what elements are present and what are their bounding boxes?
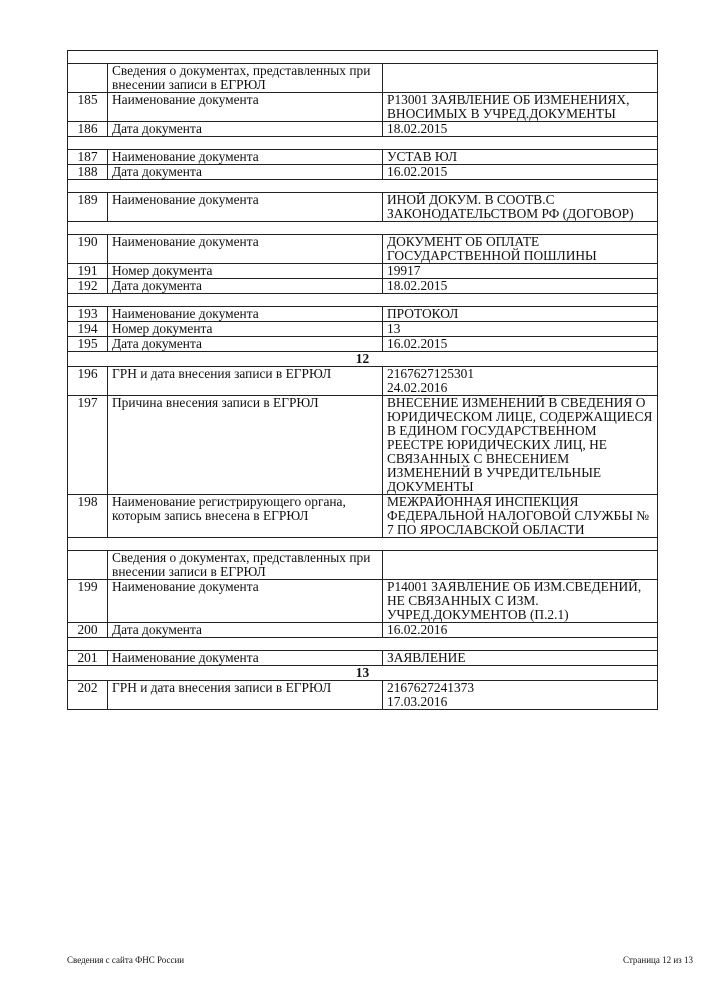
table-row [68,279,658,294]
spacer-cell [68,538,658,551]
table-row [68,681,658,710]
field-value: 16.02.2016 [383,623,658,638]
field-label: Дата документа [108,337,383,352]
field-value: МЕЖРАЙОННАЯ ИНСПЕКЦИЯ ФЕДЕРАЛЬНОЙ НАЛОГОВОЙ СЛУЖБЫ № 7 ПО ЯРОСЛАВСКОЙ ОБЛАСТИ [383,495,658,538]
row-number: 199 [68,580,108,623]
field-label: Номер документа [108,322,383,337]
spacer-cell [68,294,658,307]
spacer-row [68,137,658,150]
field-label: Наименование документа [108,150,383,165]
field-label: Дата документа [108,165,383,180]
row-number: 186 [68,122,108,137]
field-value: ПРОТОКОЛ [383,307,658,322]
field-value: 13 [383,322,658,337]
table-row [68,651,658,666]
spacer-cell [68,638,658,651]
row-number: 194 [68,322,108,337]
field-value: 2167627241373 17.03.2016 [383,681,658,710]
table-row [68,307,658,322]
egrul-records-body [68,51,658,710]
spacer-row [68,294,658,307]
field-label: Наименование регистрирующего органа, которым запись внесена в ЕГРЮЛ [108,495,383,538]
table-row [68,580,658,623]
field-label: Наименование документа [108,93,383,122]
field-value: 16.02.2015 [383,337,658,352]
table-row [68,495,658,538]
table-row [68,396,658,495]
egrul-records-table [67,50,658,710]
field-label: Дата документа [108,623,383,638]
field-label: Наименование документа [108,651,383,666]
row-number: 197 [68,396,108,495]
field-label: Номер документа [108,264,383,279]
documents-header-row [68,64,658,93]
field-label: Причина внесения записи в ЕГРЮЛ [108,396,383,495]
section-header-row [68,666,658,681]
row-number: 195 [68,337,108,352]
field-value: ВНЕСЕНИЕ ИЗМЕНЕНИЙ В СВЕДЕНИЯ О ЮРИДИЧЕСКОМ ЛИЦЕ, СОДЕРЖАЩИЕСЯ В ЕДИНОМ ГОСУДАРСТВЕННОМ РЕЕСТРЕ ЮРИДИЧЕСКИХ ЛИЦ, НЕ СВЯЗАННЫХ С ВНЕСЕНИЕМ ИЗМЕНЕНИЙ В УЧРЕДИТЕЛЬНЫЕ ДОКУМЕНТЫ [383,396,658,495]
documents-header-row [68,551,658,580]
spacer-row [68,222,658,235]
empty-value-cell [383,64,658,93]
table-row [68,193,658,222]
row-number: 196 [68,367,108,396]
table-row [68,322,658,337]
row-number: 198 [68,495,108,538]
field-value: 19917 [383,264,658,279]
section-number: 12 [68,352,658,367]
field-label: Дата документа [108,279,383,294]
table-row [68,122,658,137]
table-row [68,623,658,638]
field-value: Р14001 ЗАЯВЛЕНИЕ ОБ ИЗМ.СВЕДЕНИЙ, НЕ СВЯЗАННЫХ С ИЗМ. УЧРЕД.ДОКУМЕНТОВ (П.2.1) [383,580,658,623]
field-label: ГРН и дата внесения записи в ЕГРЮЛ [108,681,383,710]
table-row [68,93,658,122]
spacer-cell [68,222,658,235]
field-label: ГРН и дата внесения записи в ЕГРЮЛ [108,367,383,396]
field-value: ДОКУМЕНТ ОБ ОПЛАТЕ ГОСУДАРСТВЕННОЙ ПОШЛИНЫ [383,235,658,264]
documents-header-label: Сведения о документах, представленных при внесении записи в ЕГРЮЛ [108,64,383,93]
row-number: 190 [68,235,108,264]
row-number: 192 [68,279,108,294]
empty-num-cell [68,551,108,580]
field-label: Наименование документа [108,307,383,322]
spacer-row [68,51,658,64]
empty-value-cell [383,551,658,580]
field-value: 16.02.2015 [383,165,658,180]
table-row [68,150,658,165]
table-row [68,264,658,279]
section-header-row [68,352,658,367]
spacer-cell [68,51,658,64]
footer-source: Сведения с сайта ФНС России [67,955,185,965]
row-number: 193 [68,307,108,322]
field-value: УСТАВ ЮЛ [383,150,658,165]
field-label: Наименование документа [108,193,383,222]
spacer-cell [68,137,658,150]
table-row [68,337,658,352]
field-value: ЗАЯВЛЕНИЕ [383,651,658,666]
empty-num-cell [68,64,108,93]
field-label: Наименование документа [108,580,383,623]
row-number: 187 [68,150,108,165]
documents-header-label: Сведения о документах, представленных при внесении записи в ЕГРЮЛ [108,551,383,580]
field-value: 18.02.2015 [383,122,658,137]
field-label: Наименование документа [108,235,383,264]
row-number: 200 [68,623,108,638]
field-value: ИНОЙ ДОКУМ. В СООТВ.С ЗАКОНОДАТЕЛЬСТВОМ РФ (ДОГОВОР) [383,193,658,222]
row-number: 191 [68,264,108,279]
row-number: 202 [68,681,108,710]
row-number: 189 [68,193,108,222]
field-value: 18.02.2015 [383,279,658,294]
table-row [68,165,658,180]
table-row [68,367,658,396]
footer-page-number: Страница 12 из 13 [623,955,693,965]
field-value: Р13001 ЗАЯВЛЕНИЕ ОБ ИЗМЕНЕНИЯХ, ВНОСИМЫХ В УЧРЕД.ДОКУМЕНТЫ [383,93,658,122]
spacer-row [68,180,658,193]
section-number: 13 [68,666,658,681]
spacer-row [68,538,658,551]
field-label: Дата документа [108,122,383,137]
row-number: 185 [68,93,108,122]
table-row [68,235,658,264]
spacer-cell [68,180,658,193]
row-number: 188 [68,165,108,180]
row-number: 201 [68,651,108,666]
spacer-row [68,638,658,651]
field-value: 2167627125301 24.02.2016 [383,367,658,396]
